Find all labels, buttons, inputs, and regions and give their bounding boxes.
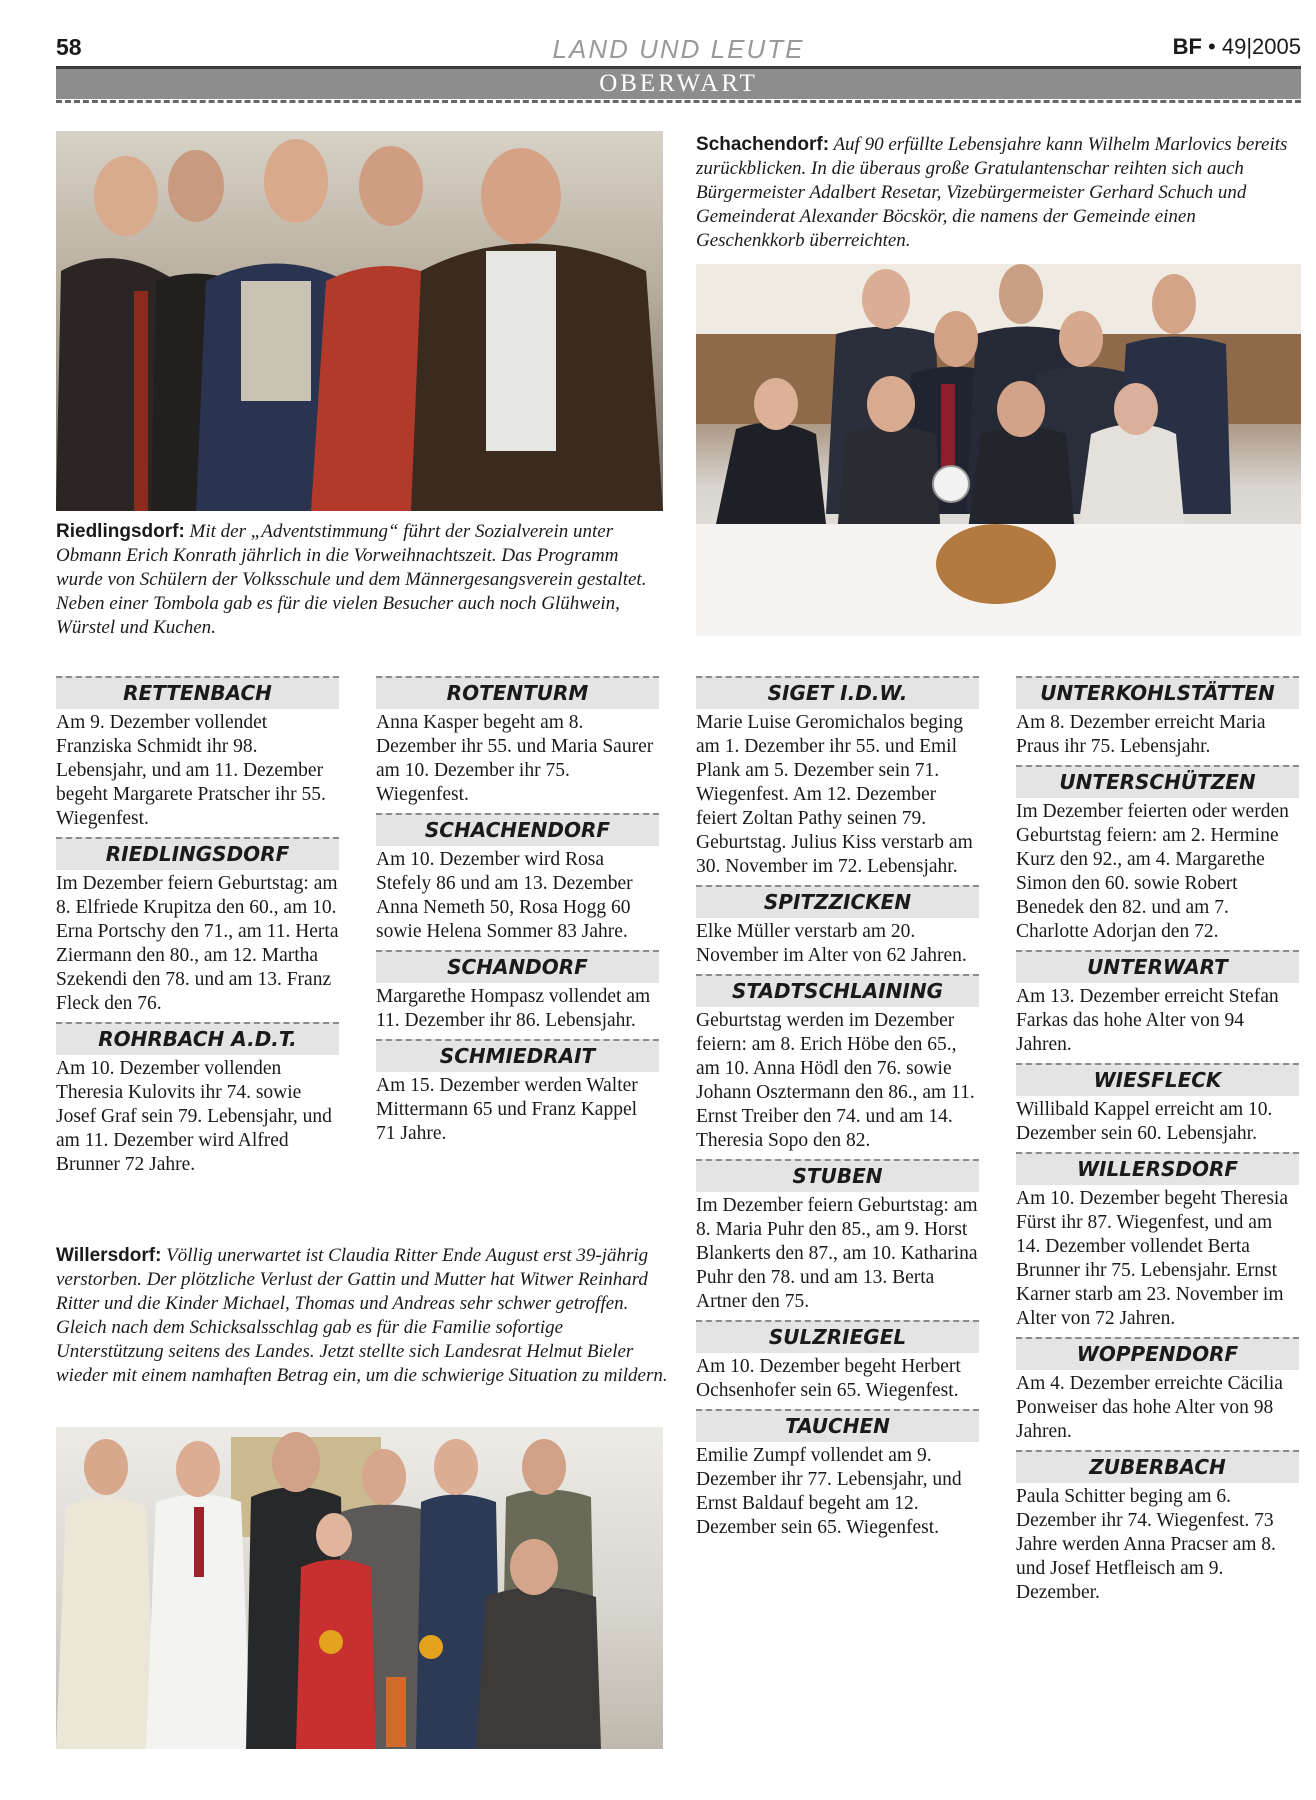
entry-stadtschlaining: [696, 974, 979, 1153]
entry-heading: UNTERWART: [1016, 950, 1299, 983]
caption-text: Völlig unerwartet ist Claudia Ritter Ende August erst 39-jährig verstorben. Der plötzliche Verlust der Gattin und Mutter hat Witwer Reinhard Ritter und die Kinder Michael, Thomas und Andreas sehr schwer getroffen. Gleich nach dem Schicksalsschlag gab es für die Familie sofortige Unterstützung seitens des Landes. Jetzt stellte sich Landesrat Helmut Bieler wieder mit einem namhaften Betrag ein, um die schwierige Situation zu mildern.: [56, 1245, 668, 1386]
entry-schandorf: [376, 950, 659, 1033]
region-bar: [56, 66, 1301, 99]
entry-schachendorf: [376, 813, 659, 944]
news-column-1: [56, 676, 339, 1183]
entry-text: Willibald Kappel erreicht am 10. Dezember sein 60. Lebensjahr.: [1016, 1099, 1273, 1144]
entry-unterwart: [1016, 950, 1299, 1057]
entry-heading: SPITZZICKEN: [696, 885, 979, 918]
news-column-2: [376, 676, 659, 1152]
entry-stuben: [696, 1159, 979, 1314]
entry-heading: SCHANDORF: [376, 950, 659, 983]
entry-text: Elke Müller verstarb am 20. November im Alter von 62 Jahren.: [696, 921, 967, 966]
region-title: OBERWART: [599, 70, 758, 97]
news-column-3: [696, 676, 979, 1546]
entry-heading: RETTENBACH: [56, 676, 339, 709]
news-column-4: [1016, 676, 1299, 1611]
entry-text: Marie Luise Geromichalos beging am 1. Dezember ihr 55. und Emil Plank am 5. Dezember sein 71. Wiegenfest. Am 12. Dezember feiert Zoltan Pathy seinen 79. Geburtstag. Julius Kiss verstarb am 30. November im 72. Lebensjahr.: [696, 712, 973, 877]
entry-woppendorf: [1016, 1337, 1299, 1444]
header-divider: [56, 100, 1301, 103]
entry-unterkohlstaetten: [1016, 676, 1299, 759]
entry-text: Am 4. Dezember erreichte Cäcilia Ponweiser das hohe Alter von 98 Jahren.: [1016, 1373, 1283, 1442]
caption-place: Schachendorf:: [696, 134, 830, 155]
entry-heading: TAUCHEN: [696, 1409, 979, 1442]
entry-text: Am 13. Dezember erreicht Stefan Farkas das hohe Alter von 94 Jahren.: [1016, 986, 1279, 1055]
photo-schachendorf: [696, 264, 1301, 636]
entry-heading: UNTERKOHLSTÄTTEN: [1016, 676, 1299, 709]
entry-text: Am 10. Dezember begeht Herbert Ochsenhofer sein 65. Wiegenfest.: [696, 1356, 961, 1401]
entry-heading: STUBEN: [696, 1159, 979, 1192]
entry-siget: [696, 676, 979, 879]
caption-willersdorf: [56, 1244, 668, 1388]
caption-place: Riedlingsdorf:: [56, 521, 185, 542]
issue-label: [1173, 34, 1301, 60]
entry-rohrbach: [56, 1022, 339, 1177]
entry-text: Am 15. Dezember werden Walter Mittermann 65 und Franz Kappel 71 Jahre.: [376, 1075, 638, 1144]
section-title: LAND UND LEUTE: [552, 34, 805, 64]
entry-heading: SCHMIEDRAIT: [376, 1039, 659, 1072]
entry-unterschuetzen: [1016, 765, 1299, 944]
entry-zuberbach: [1016, 1450, 1299, 1605]
entry-wiesfleck: [1016, 1063, 1299, 1146]
entry-tauchen: [696, 1409, 979, 1540]
entry-text: Am 8. Dezember erreicht Maria Praus ihr 75. Lebensjahr.: [1016, 712, 1266, 757]
entry-text: Im Dezember feierten oder werden Geburtstag feiern: am 2. Hermine Kurz den 92., am 4. Margarethe Simon den 60. sowie Robert Benedek den 82. und am 7. Charlotte Adorjan den 72.: [1016, 801, 1289, 942]
entry-text: Am 10. Dezember vollenden Theresia Kulovits ihr 74. sowie Josef Graf sein 79. Lebensjahr, und am 11. Dezember wird Alfred Brunner 72 Jahre.: [56, 1058, 332, 1175]
entry-text: Paula Schitter beging am 6. Dezember ihr 74. Wiegenfest. 73 Jahre werden Anna Pracser am 8. und Josef Hetfleisch am 9. Dezember.: [1016, 1486, 1276, 1603]
entry-rotenturm: [376, 676, 659, 807]
page-header: [56, 34, 1301, 64]
photo-willersdorf: [56, 1427, 663, 1749]
entry-text: Am 9. Dezember vollendet Franziska Schmidt ihr 98. Lebensjahr, und am 11. Dezember begeht Margarete Pratscher ihr 55. Wiegenfest.: [56, 712, 326, 829]
entry-riedlingsdorf: [56, 837, 339, 1016]
entry-text: Margarethe Hompasz vollendet am 11. Dezember ihr 86. Lebensjahr.: [376, 986, 651, 1031]
photo-riedlingsdorf: [56, 131, 663, 511]
caption-text: Auf 90 erfüllte Lebensjahre kann Wilhelm Marlovics bereits zurückblicken. In die überaus große Gratulantenschar reihten sich auch Bürgermeister Adalbert Resetar, Vizebürgermeister Gerhard Schuch und Gemeinderat Alexander Böcskör, die namens der Gemeinde einen Geschenkkorb überreichten.: [696, 134, 1288, 251]
entry-heading: SCHACHENDORF: [376, 813, 659, 846]
entry-schmiedrait: [376, 1039, 659, 1146]
caption-text: Mit der „Adventstimmung“ führt der Sozialverein unter Obmann Erich Konrath jährlich in die Vorweihnachtszeit. Das Programm wurde von Schülern der Volksschule und dem Männergesangsverein gestaltet. Neben einer Tombola gab es für die vielen Besucher auch noch Glühwein, Würstel und Kuchen.: [56, 521, 647, 638]
entry-heading: UNTERSCHÜTZEN: [1016, 765, 1299, 798]
caption-place: Willersdorf:: [56, 1245, 162, 1266]
issue-number: • 49|2005: [1208, 34, 1301, 59]
entry-willersdorf: [1016, 1152, 1299, 1331]
entry-heading: WOPPENDORF: [1016, 1337, 1299, 1370]
entry-heading: WILLERSDORF: [1016, 1152, 1299, 1185]
entry-heading: WIESFLECK: [1016, 1063, 1299, 1096]
entry-heading: SIGET I.D.W.: [696, 676, 979, 709]
entry-text: Emilie Zumpf vollendet am 9. Dezember ihr 77. Lebensjahr, und Ernst Baldauf begeht am 12. Dezember sein 65. Wiegenfest.: [696, 1445, 962, 1538]
entry-heading: RIEDLINGSDORF: [56, 837, 339, 870]
caption-riedlingsdorf: [56, 520, 668, 640]
entry-heading: SULZRIEGEL: [696, 1320, 979, 1353]
entry-text: Am 10. Dezember wird Rosa Stefely 86 und am 13. Dezember Anna Nemeth 50, Rosa Hogg 60 sowie Helena Sommer 83 Jahre.: [376, 849, 633, 942]
entry-heading: ZUBERBACH: [1016, 1450, 1299, 1483]
entry-text: Im Dezember feiern Geburtstag: am 8. Elfriede Krupitza den 60., am 10. Erna Portschy den 71., am 11. Herta Ziermann den 80., am 12. Martha Szekendi den 78. und am 13. Franz Fleck den 76.: [56, 873, 339, 1014]
page-number: 58: [56, 34, 82, 60]
entry-text: Im Dezember feiern Geburtstag: am 8. Maria Puhr den 85., am 9. Horst Blankerts den 87., am 10. Katharina Puhr den 78. und am 13. Berta Artner den 75.: [696, 1195, 978, 1312]
entry-text: Geburtstag werden im Dezember feiern: am 8. Erich Höbe den 65., am 10. Anna Hödl den 76. sowie Johann Osztermann den 86., am 11. Ernst Treiber den 74. und am 14. Theresia Sopo den 82.: [696, 1010, 975, 1151]
entry-sulzriegel: [696, 1320, 979, 1403]
entry-rettenbach: [56, 676, 339, 831]
caption-schachendorf: [696, 133, 1301, 253]
entry-spitzzicken: [696, 885, 979, 968]
entry-heading: ROHRBACH A.D.T.: [56, 1022, 339, 1055]
entry-heading: ROTENTURM: [376, 676, 659, 709]
entry-text: Anna Kasper begeht am 8. Dezember ihr 55. und Maria Saurer am 10. Dezember ihr 75. Wiegenfest.: [376, 712, 654, 805]
entry-heading: STADTSCHLAINING: [696, 974, 979, 1007]
entry-text: Am 10. Dezember begeht Theresia Fürst ihr 87. Wiegenfest, und am 14. Dezember vollendet Berta Brunner ihr 75. Lebensjahr. Ernst Karner starb am 23. November im Alter von 72 Jahren.: [1016, 1188, 1288, 1329]
publication-name: BF: [1172, 34, 1202, 59]
